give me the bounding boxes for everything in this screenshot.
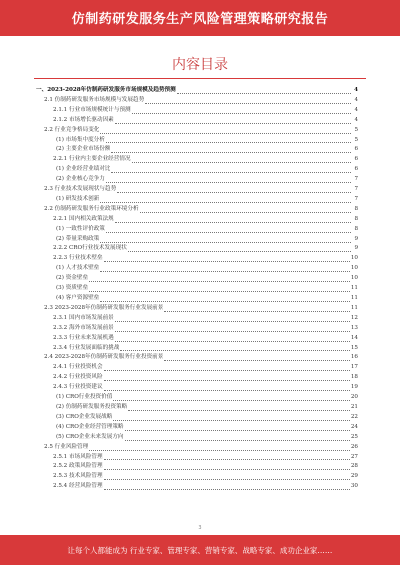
toc-leader-dots: [104, 370, 350, 371]
toc-leader-dots: [104, 469, 350, 470]
toc-entry-text: 2.2.1 行业内主要企业经营情况: [53, 156, 131, 163]
toc-leader-dots: [111, 172, 351, 173]
toc-entry-page: 29: [350, 473, 358, 480]
toc-leader-dots: [132, 162, 351, 163]
toc-leader-dots: [89, 281, 350, 282]
toc-leader-dots: [100, 271, 350, 272]
toc-entry-text: (2) 带量采购政策: [56, 235, 100, 242]
toc-entry-page: 4: [354, 96, 358, 103]
toc-entry-page: 8: [354, 215, 358, 222]
toc-entry[interactable]: [36, 235, 358, 245]
toc-leader-dots: [115, 222, 351, 223]
toc-entry-page: 10: [350, 255, 358, 262]
toc-entry-text: 2.2.3 行业技术壁垒: [53, 255, 103, 262]
toc-entry-page: 24: [350, 423, 358, 430]
toc-entry-text: (5) CRO企业未来发展方向: [56, 433, 124, 440]
toc-entry-page: 15: [350, 344, 358, 351]
toc-leader-dots: [100, 202, 351, 203]
toc-entry[interactable]: [36, 284, 358, 294]
toc-entry-text: (1) 人才技术壁垒: [56, 265, 100, 272]
toc-leader-dots: [104, 390, 350, 391]
toc-divider: [34, 78, 366, 79]
toc-leader-dots: [104, 380, 350, 381]
toc-entry[interactable]: [36, 403, 358, 413]
toc-entry-text: 2.2.1 国内相关政策法规: [53, 215, 114, 222]
toc-entry[interactable]: [36, 155, 358, 165]
toc-entry[interactable]: [36, 363, 358, 373]
toc-entry-page: 6: [354, 146, 358, 153]
toc-leader-dots: [132, 113, 351, 114]
toc-entry-text: 2.2 仿制药研发服务行业政策环境分析: [44, 205, 139, 212]
toc-entry-page: 7: [354, 186, 358, 193]
toc-leader-dots: [128, 251, 351, 252]
toc-entry-page: 11: [350, 285, 358, 292]
toc-entry[interactable]: [36, 116, 358, 126]
toc-entry[interactable]: [36, 185, 358, 195]
toc-entry-text: 2.5.4 经营风险管理: [53, 483, 103, 490]
toc-entry-text: 2.4 2023-2028年仿制药研发服务行业投资前景: [44, 354, 164, 361]
toc-leader-dots: [104, 489, 350, 490]
toc-entry-text: (4) CRO企业经营管理策略: [56, 423, 124, 430]
toc-entry[interactable]: [36, 462, 358, 472]
toc-entry-page: 7: [354, 195, 358, 202]
toc-leader-dots: [117, 192, 351, 193]
toc-entry-page: 9: [354, 245, 358, 252]
toc-entry[interactable]: [36, 215, 358, 225]
toc-entry-text: (1) 企业经营业绩对比: [56, 166, 111, 173]
toc-entry-text: 2.3 行业技术发展现状与趋势: [44, 186, 117, 193]
toc-entry[interactable]: [36, 106, 358, 116]
toc-entry-page: 30: [350, 483, 358, 490]
toc-entry[interactable]: [36, 136, 358, 146]
toc-leader-dots: [113, 420, 350, 421]
page-number: 3: [198, 525, 202, 531]
toc-entry-text: 2.4.2 行业投资风险: [53, 374, 103, 381]
toc-entry-text: 2.1 仿制药研发服务市场规模与发展趋势: [44, 96, 145, 103]
toc-entry-page: 8: [354, 225, 358, 232]
toc-entry-page: 18: [350, 374, 358, 381]
toc-leader-dots: [120, 350, 350, 351]
toc-entry-page: 11: [350, 295, 358, 302]
toc-entry-text: (3) CRO企业发展战略: [56, 413, 113, 420]
toc-leader-dots: [104, 479, 350, 480]
toc-entry-text: 2.3.3 行业未来发展机遇: [53, 334, 114, 341]
toc-leader-dots: [111, 152, 351, 153]
toc-entry[interactable]: [36, 314, 358, 324]
toc-entry-text: (1) 市场集中度分析: [56, 136, 105, 143]
toc-entry-page: 9: [354, 235, 358, 242]
toc-leader-dots: [106, 142, 351, 143]
toc-entry-text: (1) 一致性评价政策: [56, 225, 105, 232]
toc-leader-dots: [164, 311, 350, 312]
toc-leader-dots: [89, 291, 350, 292]
toc-leader-dots: [164, 360, 350, 361]
report-title: 仿制药研发服务生产风险管理策略研究报告: [71, 12, 329, 27]
toc-entry-page: 27: [350, 453, 358, 460]
toc-leader-dots: [106, 232, 351, 233]
toc-leader-dots: [115, 123, 351, 124]
toc-entry-page: 10: [350, 265, 358, 272]
toc-entry-page: 8: [354, 205, 358, 212]
toc-entry[interactable]: [36, 274, 358, 284]
toc-entry[interactable]: [36, 165, 358, 175]
toc-leader-dots: [115, 321, 350, 322]
toc-entry[interactable]: [36, 324, 358, 334]
toc-entry-page: 25: [350, 433, 358, 440]
toc-entry-text: 一、2023-2028年仿制药研发服务市场规模及趋势预测: [36, 86, 176, 93]
toc-entry-page: 19: [350, 384, 358, 391]
toc-entry[interactable]: [36, 482, 358, 492]
toc-entry[interactable]: [36, 443, 358, 453]
toc-heading: 内容目录: [172, 57, 228, 73]
toc-entry-text: 2.1.1 行业市场规模统计与预测: [53, 106, 131, 113]
toc-entry-page: 20: [350, 394, 358, 401]
toc-entry-text: 2.3.2 海外市场发展前景: [53, 324, 114, 331]
toc-entry-page: 14: [350, 334, 358, 341]
toc-entry-page: 5: [354, 136, 358, 143]
toc-entry-page: 5: [354, 126, 358, 133]
toc-entry[interactable]: [36, 96, 358, 106]
toc-entry-page: 21: [350, 403, 358, 410]
toc-leader-dots: [125, 430, 350, 431]
toc-entry-text: (2) 仿制药研发服务投资策略: [56, 403, 128, 410]
toc-entry[interactable]: [36, 472, 358, 482]
toc-entry[interactable]: [36, 373, 358, 383]
toc-entry-text: 2.3.4 行业发展面临的挑战: [53, 344, 120, 351]
toc-entry[interactable]: [36, 304, 358, 314]
toc-entry-page: 26: [350, 443, 358, 450]
toc-entry-page: 11: [350, 304, 358, 311]
toc-entry-page: 6: [354, 156, 358, 163]
toc-entry[interactable]: [36, 433, 358, 443]
toc-entry[interactable]: [36, 393, 358, 403]
toc-entry[interactable]: [36, 86, 358, 96]
toc-entry[interactable]: [36, 175, 358, 185]
toc-entry[interactable]: [36, 334, 358, 344]
toc-entry[interactable]: [36, 423, 358, 433]
toc-entry-page: 17: [350, 364, 358, 371]
toc-entry[interactable]: [36, 264, 358, 274]
toc-entry[interactable]: [36, 413, 358, 423]
toc-entry-text: (4) 客户资源壁垒: [56, 295, 100, 302]
toc-leader-dots: [100, 301, 350, 302]
toc-entry-text: 2.2 行业竞争格局变化: [44, 126, 100, 133]
toc-entry-page: 22: [350, 413, 358, 420]
toc-entry[interactable]: [36, 353, 358, 363]
toc-entry[interactable]: [36, 126, 358, 136]
toc-leader-dots: [106, 182, 351, 183]
toc-entry-text: 2.3 2023-2028年仿制药研发服务行业发展前景: [44, 304, 164, 311]
toc-entry[interactable]: [36, 195, 358, 205]
toc-entry-text: (1) 研发技术创新: [56, 195, 100, 202]
toc-leader-dots: [104, 459, 350, 460]
toc-entry-page: 4: [354, 116, 358, 123]
toc-entry[interactable]: [36, 145, 358, 155]
toc-leader-dots: [100, 133, 351, 134]
toc-entry-text: 2.1.2 市场增长驱动因素: [53, 116, 114, 123]
toc-entry-text: 2.5 行业风险管理: [44, 443, 89, 450]
toc-entry-text: 2.4.1 行业投资机会: [53, 364, 103, 371]
toc-entry[interactable]: [36, 225, 358, 235]
toc-entry-text: 2.3.1 国内市场发展前景: [53, 314, 114, 321]
toc-entry-text: 2.2.2 CRO行业技术发展现状: [53, 245, 127, 252]
toc-entry-page: 28: [350, 463, 358, 470]
toc-entry-text: 2.4.3 行业投资建议: [53, 384, 103, 391]
toc-entry-text: (2) 资金壁垒: [56, 275, 89, 282]
toc-entry[interactable]: [36, 453, 358, 463]
toc-leader-dots: [177, 93, 351, 94]
toc-leader-dots: [113, 400, 350, 401]
toc-entry-page: 13: [350, 324, 358, 331]
toc-entry-text: (2) 主要企业市场份额: [56, 146, 111, 153]
toc-entry-page: 16: [350, 354, 358, 361]
toc-entry-text: 2.5.2 政策风险管理: [53, 463, 103, 470]
toc-entry-text: (2) 企业核心竞争力: [56, 176, 105, 183]
toc-leader-dots: [115, 331, 350, 332]
toc-leader-dots: [100, 242, 351, 243]
toc-entry[interactable]: [36, 344, 358, 354]
toc-leader-dots: [115, 341, 350, 342]
toc-entry-page: 4: [354, 106, 358, 113]
toc-leader-dots: [140, 212, 351, 213]
toc-entry-page: 4: [354, 86, 358, 93]
toc-entry-text: (3) 资质壁垒: [56, 285, 89, 292]
toc-entry-text: (1) CRO行业投资价值: [56, 394, 113, 401]
toc-leader-dots: [145, 103, 351, 104]
toc-entry-page: 6: [354, 166, 358, 173]
toc-leader-dots: [104, 261, 350, 262]
toc-entry-text: 2.5.3 技术风险管理: [53, 473, 103, 480]
toc-entry[interactable]: [36, 383, 358, 393]
toc-entry-text: 2.5.1 市场风险管理: [53, 453, 103, 460]
table-of-contents: [36, 86, 358, 492]
toc-entry-page: 12: [350, 314, 358, 321]
toc-entry[interactable]: [36, 245, 358, 255]
toc-leader-dots: [125, 440, 350, 441]
toc-entry[interactable]: [36, 205, 358, 215]
toc-leader-dots: [128, 410, 350, 411]
toc-entry-page: 10: [350, 275, 358, 282]
toc-entry[interactable]: [36, 254, 358, 264]
toc-entry[interactable]: [36, 294, 358, 304]
toc-leader-dots: [89, 450, 350, 451]
footer-slogan: 让每个人都能成为 行业专家、管理专家、营销专家、战略专家、成功企业家……: [67, 546, 333, 555]
toc-entry-page: 7: [354, 176, 358, 183]
